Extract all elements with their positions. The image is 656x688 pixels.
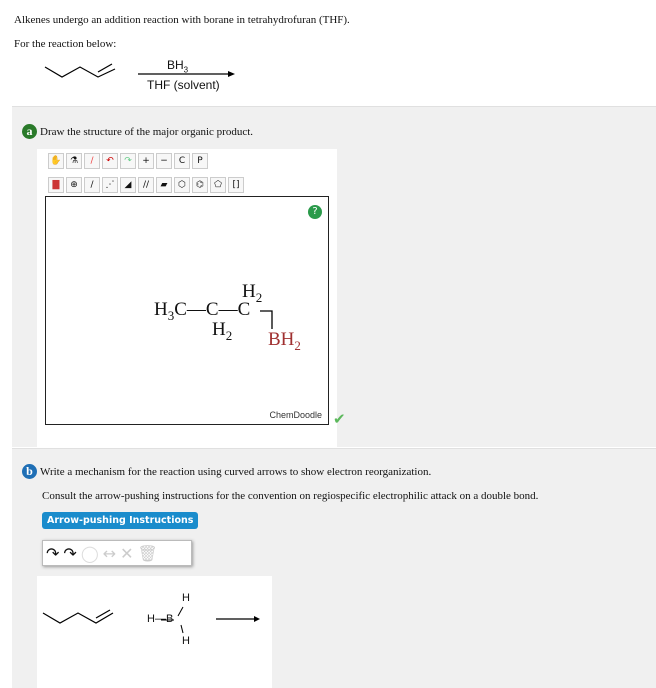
arrow-toolbar — [42, 540, 192, 566]
ring-icon[interactable]: ◯ — [80, 543, 99, 563]
trash-icon[interactable]: 🗑 — [137, 543, 158, 563]
part-b-badge: b — [22, 464, 37, 479]
pentagon-icon[interactable]: ⬠ — [210, 177, 226, 193]
product-bh2: $BH_2$ — [268, 329, 301, 353]
single-bond-icon[interactable]: / — [84, 177, 100, 193]
for-reaction-text: For the reaction below: — [14, 38, 117, 50]
stereo-bond-icon[interactable]: ⋰ — [102, 177, 118, 193]
hexagon-icon[interactable]: ⬡ — [174, 177, 190, 193]
chemdoodle-brand: ChemDoodle — [269, 410, 322, 420]
zoom-in-icon[interactable]: + — [138, 153, 154, 169]
redo-icon[interactable]: ↷ — [120, 153, 136, 169]
charge-icon[interactable]: ⊕ — [66, 177, 82, 193]
perspective-icon[interactable]: P — [192, 153, 208, 169]
reagent-thf: THF (solvent) — [147, 78, 220, 92]
part-a-prompt: Draw the structure of the major organic product. — [40, 125, 254, 138]
borane-h-top: H — [182, 592, 190, 604]
delete-icon[interactable]: ✕ — [120, 543, 134, 563]
color-icon[interactable]: ▇ — [48, 177, 64, 193]
mechanism-scheme — [38, 595, 268, 655]
borane-h-bottom: H — [182, 635, 190, 647]
product-h2-bottom: $H_2$ — [212, 319, 233, 343]
product-h2-top: $H_2$ — [242, 281, 263, 305]
zoom-out-icon[interactable]: − — [156, 153, 172, 169]
curved-arrow-half-icon[interactable]: ↷ — [63, 543, 77, 563]
correct-check-icon: ✔ — [333, 412, 346, 428]
part-b-prompt: Write a mechanism for the reaction using curved arrows to show electron reorganization. — [40, 465, 432, 478]
product-chain: $H_3C—C—C$ — [154, 299, 251, 323]
clean-icon[interactable]: C — [174, 153, 190, 169]
wedge-bond-icon[interactable]: ◢ — [120, 177, 136, 193]
eraser-icon[interactable]: / — [84, 153, 100, 169]
double-arrow-icon[interactable]: ↔ — [102, 543, 117, 563]
intro-text: Alkenes undergo an addition reaction with borane in tetrahydrofuran (THF). — [14, 14, 350, 26]
undo-icon[interactable]: ↶ — [102, 153, 118, 169]
arrow-pushing-instructions-button[interactable]: Arrow-pushing Instructions — [42, 512, 198, 529]
reagent-bh3: $BH_3$ — [167, 58, 189, 75]
chemdoodle-canvas[interactable] — [45, 196, 329, 425]
help-icon[interactable]: ? — [308, 205, 322, 219]
flask-icon[interactable]: ⚗ — [66, 153, 82, 169]
benzene-icon[interactable]: ⌬ — [192, 177, 208, 193]
chemdoodle-toolbar-2 — [48, 177, 244, 193]
curved-arrow-full-icon[interactable]: ↷ — [46, 543, 60, 563]
bold-bond-icon[interactable]: ▰ — [156, 177, 172, 193]
bracket-icon[interactable]: [] — [228, 177, 244, 193]
double-bond-icon[interactable]: // — [138, 177, 154, 193]
consult-text: Consult the arrow-pushing instructions for the convention on regiospecific electrophilic attack on a double bond. — [42, 490, 539, 502]
part-a-badge: a — [22, 124, 37, 139]
borane-hb: H—B — [147, 613, 174, 625]
chemdoodle-toolbar-1 — [48, 153, 208, 169]
hand-icon[interactable]: ✋ — [48, 153, 64, 169]
